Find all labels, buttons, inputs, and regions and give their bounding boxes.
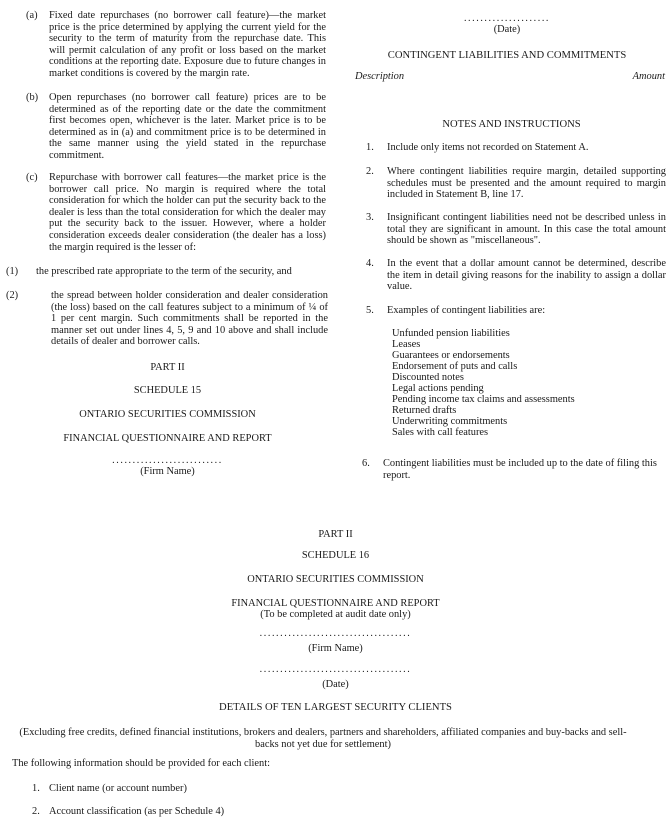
note-text: Insignificant contingent liabilities need not be described unless in total they are significant in amount. In this case the total amount should be shown as "miscellaneous". (387, 212, 666, 247)
note-text: Include only items not recorded on Statement A. (387, 142, 589, 153)
note-1 (366, 142, 666, 154)
report-heading: FINANCIAL QUESTIONNAIRE AND REPORT (231, 598, 440, 609)
amount-column-header: Amount (632, 71, 665, 82)
intro-text: The following information should be provided for each client: (12, 758, 270, 769)
list-item-2 (6, 290, 328, 348)
left-column (0, 0, 335, 477)
part-heading: PART II (318, 529, 353, 540)
date-line: ..................... (463, 13, 551, 24)
firm-name-line: ........................... (112, 455, 223, 466)
list-item-b (26, 92, 326, 162)
example-item: Unfunded pension liabilities (392, 328, 510, 339)
firm-name-caption: (Firm Name) (308, 643, 363, 654)
example-item: Endorsement of puts and calls (392, 361, 518, 372)
item-text: the spread between holder consideration and dealer consideration (the loss) based on the call features subject to a minimum of ¼ of 1 per cent margin. Such commitments shall be reported in the manner set out under lines 4, 5, 9 and 10 above and shall include details of dealer and borrower calls. (51, 290, 328, 348)
item-number: 2. (32, 806, 40, 817)
audit-note: (To be completed at audit date only) (260, 609, 411, 620)
example-item: Returned drafts (392, 405, 457, 416)
example-item: Legal actions pending (392, 383, 484, 394)
exclusion-note: (Excluding free credits, defined financial institutions, brokers and dealers, partners and shareholders, affiliated companies and buy-backs and sell-backs not yet due for settlement) (19, 727, 627, 750)
schedule-heading: SCHEDULE 15 (133, 385, 202, 396)
note-4 (366, 258, 666, 293)
example-item: Leases (392, 339, 421, 350)
commission-heading: ONTARIO SECURITIES COMMISSION (247, 574, 424, 585)
item-text: Fixed date repurchases (no borrower call feature)—the market price is the price determined by applying the current yield for the security to the term of maturity from the repurchase date. This will permit calculation of any profit or loss based on the market conditions at the reporting date. Exposure due to future changes in market conditions is covered by the margin rate. (49, 10, 326, 79)
item-text: Repurchase with borrower call features—the market price is the borrower call price. No margin is required where the total consideration for which the holder can put the security back to the dealer is less than the total consideration for which the dealer may put the security back to the issuer. However, where a holder consideration exceeds dealer consideration (the dealer has a loss) the margin required is the lesser of: (49, 172, 326, 253)
firm-name-line: ..................................... (259, 628, 412, 639)
firm-name-caption: (Firm Name) (140, 466, 195, 477)
item-text: Open repurchases (no borrower call feature) prices are to be determined as of the reporting date or the date the commitment first becomes open, whichever is the later. Market price is to be determined as in (a) and commitment price is to be determined in the same manner using the yield stated in the repurchase commitment. (49, 92, 326, 161)
note-number: 2. (366, 166, 374, 177)
list-item-c (26, 172, 326, 253)
notes-title: NOTES AND INSTRUCTIONS (442, 119, 581, 130)
right-column (352, 0, 671, 490)
example-item: Underwriting commitments (392, 416, 508, 427)
client-info-item-1 (32, 783, 632, 795)
note-number: 6. (362, 458, 370, 469)
item-label: (1) (6, 266, 19, 277)
item-text: the prescribed rate appropriate to the term of the security, and (36, 266, 292, 277)
note-2 (366, 166, 666, 201)
note-6 (362, 458, 666, 481)
example-item: Guarantees or endorsements (392, 350, 510, 361)
item-label: (c) (26, 172, 38, 183)
clients-title: DETAILS OF TEN LARGEST SECURITY CLIENTS (219, 702, 452, 713)
note-5 (366, 305, 666, 317)
description-column-header: Description (355, 71, 405, 82)
note-text: Examples of contingent liabilities are: (387, 305, 546, 316)
date-line: ..................................... (259, 664, 412, 675)
date-caption: (Date) (322, 679, 349, 690)
item-text: Account classification (as per Schedule 4) (49, 806, 225, 817)
examples-list (392, 328, 662, 438)
note-text: Contingent liabilities must be included up to the date of filing this report. (383, 458, 657, 481)
date-caption: (Date) (493, 24, 521, 35)
list-item-a (26, 10, 326, 80)
list-item-1 (6, 266, 328, 278)
note-text: In the event that a dollar amount cannot be determined, describe the item in detail giving reasons for the inability to assign a dollar value. (387, 258, 666, 293)
note-3 (366, 212, 666, 247)
item-label: (2) (6, 290, 19, 301)
example-item: Pending income tax claims and assessments (392, 394, 575, 405)
example-item: Discounted notes (392, 372, 464, 383)
part-heading: PART II (150, 362, 185, 373)
commission-heading: ONTARIO SECURITIES COMMISSION (79, 409, 256, 420)
note-text: Where contingent liabilities require margin, detailed supporting schedules must be presented and the amount required to margin included in Statement B, line 17. (387, 166, 666, 201)
example-item: Sales with call features (392, 427, 489, 438)
item-number: 1. (32, 783, 40, 794)
schedule-16-section (0, 495, 671, 824)
item-label: (b) (26, 92, 39, 103)
item-text: Client name (or account number) (49, 783, 187, 794)
note-number: 3. (366, 212, 374, 223)
item-label: (a) (26, 10, 38, 21)
client-info-item-2 (32, 806, 632, 818)
report-heading: FINANCIAL QUESTIONNAIRE AND REPORT (63, 433, 272, 444)
note-number: 1. (366, 142, 374, 153)
contingent-title: CONTINGENT LIABILITIES AND COMMITMENTS (387, 50, 627, 61)
schedule-heading: SCHEDULE 16 (301, 550, 370, 561)
note-number: 5. (366, 305, 374, 316)
note-number: 4. (366, 258, 374, 269)
